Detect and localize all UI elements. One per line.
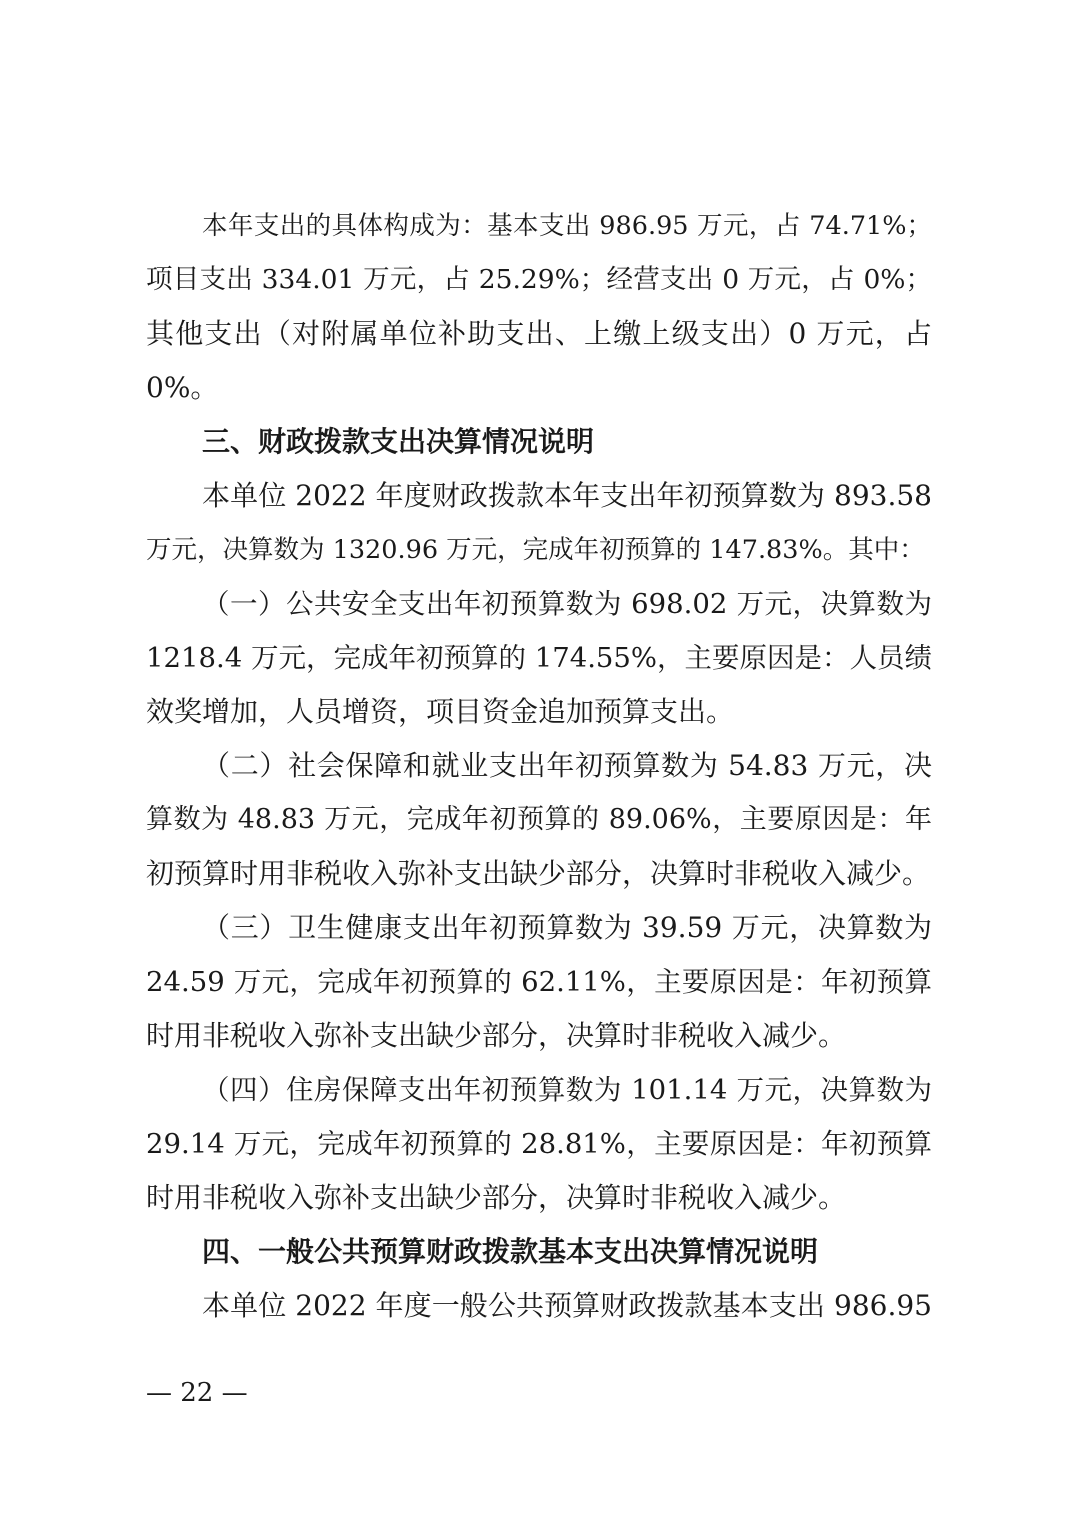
body-text-line: （三）卫生健康支出年初预算数为 39.59 万元，决算数为: [202, 911, 932, 944]
body-text-line: 时用非税收入弥补支出缺少部分，决算时非税收入减少。: [146, 1019, 847, 1052]
body-text-line: 时用非税收入弥补支出缺少部分，决算时非税收入减少。: [146, 1181, 847, 1214]
body-text-line: 初预算时用非税收入弥补支出缺少部分，决算时非税收入减少。: [146, 857, 931, 890]
body-text-line: 效奖增加，人员增资，项目资金追加预算支出。: [146, 695, 735, 728]
page-number: — 22 —: [146, 1378, 248, 1408]
body-text-line: 算数为 48.83 万元，完成年初预算的 89.06%，主要原因是：年: [146, 804, 932, 835]
body-text-line: （二）社会保障和就业支出年初预算数为 54.83 万元，决: [202, 749, 932, 782]
body-text-line: （一）公共安全支出年初预算数为 698.02 万元，决算数为: [202, 588, 932, 620]
body-text-line: 本单位 2022 年度一般公共预算财政拨款基本支出 986.95: [202, 1289, 932, 1322]
body-text-line: 项目支出 334.01 万元，占 25.29%；经营支出 0 万元，占 0%；: [146, 264, 932, 295]
section-heading: 三、财政拨款支出决算情况说明: [202, 425, 595, 458]
body-text-line: 24.59 万元，完成年初预算的 62.11%，主要原因是：年初预算: [146, 966, 932, 998]
body-text-line: 0%。: [146, 371, 219, 404]
body-text-line: 29.14 万元，完成年初预算的 28.81%，主要原因是：年初预算: [146, 1128, 932, 1160]
body-text-line: 其他支出（对附属单位补助支出、上缴上级支出）0 万元，占: [146, 317, 932, 350]
section-heading: 四、一般公共预算财政拨款基本支出决算情况说明: [202, 1235, 819, 1268]
body-text-line: 本年支出的具体构成为：基本支出 986.95 万元，占 74.71%；: [202, 211, 932, 241]
body-text-line: 本单位 2022 年度财政拨款本年支出年初预算数为 893.58: [202, 479, 932, 512]
body-text-line: （四）住房保障支出年初预算数为 101.14 万元，决算数为: [202, 1074, 932, 1106]
body-text-line: 万元，决算数为 1320.96 万元，完成年初预算的 147.83%。其中：: [146, 535, 925, 565]
body-text-line: 1218.4 万元，完成年初预算的 174.55%，主要原因是：人员绩: [146, 642, 933, 674]
